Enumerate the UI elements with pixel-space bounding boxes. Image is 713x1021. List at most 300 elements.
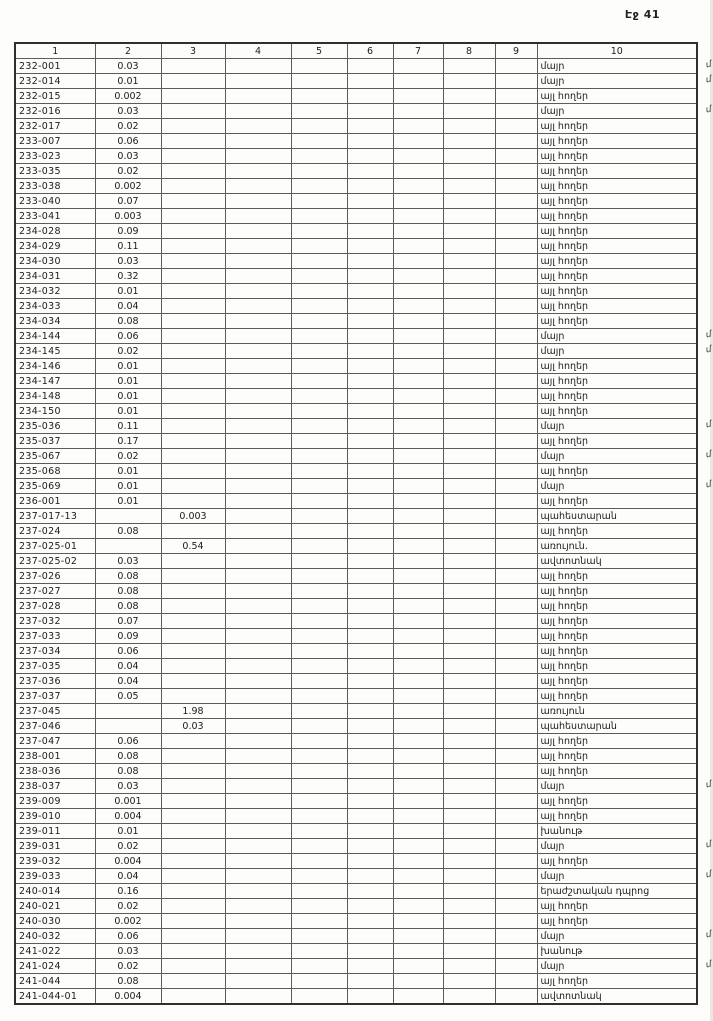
cell-col-2: 0.06 xyxy=(95,134,161,149)
cell-col-9 xyxy=(495,734,537,749)
cell-col-3 xyxy=(161,314,225,329)
cell-col-3 xyxy=(161,629,225,644)
cell-col-6 xyxy=(347,149,393,164)
cell-land-type: այլ հողեր xyxy=(537,659,697,674)
cell-col-8 xyxy=(443,839,495,854)
table-row xyxy=(15,554,697,569)
cell-col-5 xyxy=(291,104,347,119)
column-header: 5 xyxy=(291,43,347,59)
cell-col-4 xyxy=(225,884,291,899)
cell-col-4 xyxy=(225,284,291,299)
table-row xyxy=(15,629,697,644)
cell-col-8 xyxy=(443,389,495,404)
cell-col-9 xyxy=(495,404,537,419)
table-row xyxy=(15,539,697,554)
cell-col-8 xyxy=(443,284,495,299)
cell-col-3 xyxy=(161,194,225,209)
cell-col-2: 0.02 xyxy=(95,164,161,179)
cell-col-3: 0.54 xyxy=(161,539,225,554)
cell-col-7 xyxy=(393,929,443,944)
cell-col-5 xyxy=(291,449,347,464)
cell-land-type: այլ հողեր xyxy=(537,239,697,254)
cell-col-7 xyxy=(393,119,443,134)
cell-parcel-code: 241-024 xyxy=(15,959,95,974)
cell-col-3 xyxy=(161,974,225,989)
cell-col-8 xyxy=(443,659,495,674)
cell-col-6 xyxy=(347,104,393,119)
cell-col-3 xyxy=(161,929,225,944)
cell-col-4 xyxy=(225,569,291,584)
table-row xyxy=(15,479,697,494)
cell-col-2: 0.03 xyxy=(95,254,161,269)
cell-col-9 xyxy=(495,704,537,719)
cell-land-type: այլ հողեր xyxy=(537,524,697,539)
cell-col-9 xyxy=(495,959,537,974)
cell-col-2: 0.08 xyxy=(95,749,161,764)
cell-col-4 xyxy=(225,314,291,329)
cell-col-2: 0.01 xyxy=(95,824,161,839)
cell-parcel-code: 234-034 xyxy=(15,314,95,329)
cell-col-5 xyxy=(291,539,347,554)
cell-col-5 xyxy=(291,779,347,794)
cell-parcel-code: 239-032 xyxy=(15,854,95,869)
cell-col-2: 0.03 xyxy=(95,104,161,119)
cell-col-5 xyxy=(291,854,347,869)
cell-parcel-code: 237-037 xyxy=(15,689,95,704)
cell-col-6 xyxy=(347,509,393,524)
cell-col-6 xyxy=(347,359,393,374)
table-row xyxy=(15,599,697,614)
cell-col-9 xyxy=(495,419,537,434)
cell-col-9 xyxy=(495,554,537,569)
cell-col-9 xyxy=(495,104,537,119)
cell-land-type: մայր մ xyxy=(537,344,697,359)
cell-col-7 xyxy=(393,359,443,374)
cell-col-8 xyxy=(443,194,495,209)
cell-parcel-code: 237-017-13 xyxy=(15,509,95,524)
cell-land-type: այլ հողեր xyxy=(537,209,697,224)
cell-col-6 xyxy=(347,674,393,689)
cell-col-3 xyxy=(161,254,225,269)
cell-col-5 xyxy=(291,479,347,494)
cell-col-7 xyxy=(393,194,443,209)
cell-land-type: մայր մ xyxy=(537,104,697,119)
cell-land-type: այլ հողեր xyxy=(537,689,697,704)
table-row xyxy=(15,569,697,584)
cell-col-8 xyxy=(443,479,495,494)
cell-col-9 xyxy=(495,479,537,494)
cell-col-4 xyxy=(225,599,291,614)
cell-col-5 xyxy=(291,794,347,809)
cell-col-6 xyxy=(347,794,393,809)
cell-col-2: 0.02 xyxy=(95,449,161,464)
margin-handwritten-note: մ xyxy=(705,104,713,116)
cell-col-4 xyxy=(225,719,291,734)
cell-col-6 xyxy=(347,824,393,839)
cell-col-7 xyxy=(393,944,443,959)
cell-col-3 xyxy=(161,449,225,464)
cell-parcel-code: 234-032 xyxy=(15,284,95,299)
cell-col-5 xyxy=(291,374,347,389)
cell-col-8 xyxy=(443,944,495,959)
cell-land-type: այլ հողեր xyxy=(537,254,697,269)
cell-col-2: 0.01 xyxy=(95,74,161,89)
table-row xyxy=(15,374,697,389)
cell-col-8 xyxy=(443,359,495,374)
cell-col-7 xyxy=(393,239,443,254)
cell-col-4 xyxy=(225,464,291,479)
cell-col-3 xyxy=(161,479,225,494)
cell-col-6 xyxy=(347,599,393,614)
cell-land-type: մայր մ xyxy=(537,839,697,854)
table-row xyxy=(15,854,697,869)
cell-col-8 xyxy=(443,89,495,104)
cell-parcel-code: 240-032 xyxy=(15,929,95,944)
cell-col-2: 0.06 xyxy=(95,644,161,659)
cell-col-2: 0.01 xyxy=(95,494,161,509)
cell-land-type: մայր մ xyxy=(537,479,697,494)
cell-col-4 xyxy=(225,704,291,719)
table-row xyxy=(15,194,697,209)
cell-col-2: 0.01 xyxy=(95,284,161,299)
cell-col-6 xyxy=(347,344,393,359)
cell-col-7 xyxy=(393,839,443,854)
cell-col-6 xyxy=(347,629,393,644)
cell-col-8 xyxy=(443,254,495,269)
cell-col-3 xyxy=(161,959,225,974)
table-row xyxy=(15,449,697,464)
cell-land-type: այլ հողեր xyxy=(537,749,697,764)
cell-col-6 xyxy=(347,179,393,194)
cell-col-5 xyxy=(291,464,347,479)
table-row xyxy=(15,914,697,929)
table-row xyxy=(15,614,697,629)
cell-parcel-code: 233-035 xyxy=(15,164,95,179)
table-row xyxy=(15,839,697,854)
cell-col-5 xyxy=(291,149,347,164)
cell-col-9 xyxy=(495,974,537,989)
cell-col-2: 0.002 xyxy=(95,89,161,104)
cell-col-5 xyxy=(291,884,347,899)
cell-col-7 xyxy=(393,404,443,419)
cell-col-3 xyxy=(161,869,225,884)
cell-parcel-code: 233-007 xyxy=(15,134,95,149)
cell-col-2: 0.06 xyxy=(95,734,161,749)
cell-col-9 xyxy=(495,59,537,74)
table-row xyxy=(15,239,697,254)
cell-parcel-code: 235-036 xyxy=(15,419,95,434)
table-row xyxy=(15,689,697,704)
cell-col-9 xyxy=(495,494,537,509)
cell-col-3 xyxy=(161,794,225,809)
cell-col-9 xyxy=(495,764,537,779)
margin-handwritten-note: մ xyxy=(705,74,713,86)
cell-col-6 xyxy=(347,884,393,899)
column-header: 3 xyxy=(161,43,225,59)
cell-parcel-code: 239-011 xyxy=(15,824,95,839)
cell-col-7 xyxy=(393,974,443,989)
cell-col-2: 0.08 xyxy=(95,764,161,779)
cell-land-type: առույուն. xyxy=(537,539,697,554)
cell-col-7 xyxy=(393,764,443,779)
cell-col-7 xyxy=(393,89,443,104)
cell-col-5 xyxy=(291,899,347,914)
cell-col-9 xyxy=(495,749,537,764)
cell-col-6 xyxy=(347,974,393,989)
cell-col-6 xyxy=(347,329,393,344)
cell-parcel-code: 238-036 xyxy=(15,764,95,779)
cell-parcel-code: 237-035 xyxy=(15,659,95,674)
cell-col-9 xyxy=(495,299,537,314)
cell-land-type: այլ հողեր xyxy=(537,794,697,809)
cell-col-9 xyxy=(495,599,537,614)
cell-col-3: 0.03 xyxy=(161,719,225,734)
cell-parcel-code: 235-037 xyxy=(15,434,95,449)
cell-land-type: այլ հողեր xyxy=(537,629,697,644)
cell-col-2: 0.01 xyxy=(95,374,161,389)
cell-col-6 xyxy=(347,899,393,914)
cell-col-5 xyxy=(291,224,347,239)
cell-col-4 xyxy=(225,989,291,1005)
cell-col-2 xyxy=(95,704,161,719)
cell-col-8 xyxy=(443,59,495,74)
cell-col-7 xyxy=(393,824,443,839)
table-row xyxy=(15,164,697,179)
cell-parcel-code: 239-031 xyxy=(15,839,95,854)
cell-land-type: խանութ xyxy=(537,944,697,959)
cell-col-2: 0.08 xyxy=(95,584,161,599)
cell-col-9 xyxy=(495,164,537,179)
cell-col-8 xyxy=(443,929,495,944)
cell-col-4 xyxy=(225,419,291,434)
table-row xyxy=(15,824,697,839)
cell-col-6 xyxy=(347,914,393,929)
cell-col-4 xyxy=(225,674,291,689)
cell-col-6 xyxy=(347,224,393,239)
cell-col-5 xyxy=(291,314,347,329)
cell-col-7 xyxy=(393,554,443,569)
cell-col-5 xyxy=(291,989,347,1005)
cell-col-7 xyxy=(393,659,443,674)
cell-col-9 xyxy=(495,134,537,149)
cell-land-type: առույուն xyxy=(537,704,697,719)
cell-col-4 xyxy=(225,929,291,944)
cell-parcel-code: 237-046 xyxy=(15,719,95,734)
cell-col-5 xyxy=(291,119,347,134)
cell-col-2: 0.02 xyxy=(95,959,161,974)
cell-col-9 xyxy=(495,824,537,839)
cell-col-6 xyxy=(347,194,393,209)
cell-col-6 xyxy=(347,809,393,824)
cell-col-5 xyxy=(291,974,347,989)
cell-col-6 xyxy=(347,434,393,449)
table-row xyxy=(15,419,697,434)
cell-col-9 xyxy=(495,359,537,374)
cell-col-5 xyxy=(291,209,347,224)
cell-land-type: պահեստարան xyxy=(537,719,697,734)
cell-col-6 xyxy=(347,584,393,599)
cell-col-3: 1.98 xyxy=(161,704,225,719)
cell-col-3 xyxy=(161,464,225,479)
cell-col-4 xyxy=(225,779,291,794)
cell-land-type: այլ հողեր xyxy=(537,584,697,599)
cell-col-3 xyxy=(161,359,225,374)
cell-land-type: այլ հողեր xyxy=(537,899,697,914)
cell-col-3 xyxy=(161,284,225,299)
cell-col-3 xyxy=(161,734,225,749)
table-row xyxy=(15,644,697,659)
cell-col-7 xyxy=(393,899,443,914)
cell-col-7 xyxy=(393,134,443,149)
cell-col-9 xyxy=(495,689,537,704)
cell-col-4 xyxy=(225,254,291,269)
cell-col-5 xyxy=(291,389,347,404)
table-row xyxy=(15,89,697,104)
table-row xyxy=(15,494,697,509)
cell-col-4 xyxy=(225,944,291,959)
cell-col-7 xyxy=(393,314,443,329)
cell-col-6 xyxy=(347,494,393,509)
cell-col-3 xyxy=(161,689,225,704)
cell-col-9 xyxy=(495,839,537,854)
cell-col-7 xyxy=(393,179,443,194)
cell-parcel-code: 239-009 xyxy=(15,794,95,809)
cell-col-3 xyxy=(161,659,225,674)
cell-col-6 xyxy=(347,239,393,254)
cell-col-2: 0.08 xyxy=(95,599,161,614)
cell-col-5 xyxy=(291,419,347,434)
cell-col-5 xyxy=(291,344,347,359)
cell-col-4 xyxy=(225,644,291,659)
cell-col-7 xyxy=(393,884,443,899)
cell-col-6 xyxy=(347,539,393,554)
cell-col-8 xyxy=(443,779,495,794)
cell-land-type: այլ հողեր xyxy=(537,374,697,389)
cell-col-4 xyxy=(225,524,291,539)
table-row xyxy=(15,74,697,89)
cell-col-6 xyxy=(347,449,393,464)
cell-parcel-code: 234-148 xyxy=(15,389,95,404)
cell-col-8 xyxy=(443,809,495,824)
cell-col-4 xyxy=(225,584,291,599)
cell-col-2: 0.01 xyxy=(95,464,161,479)
cell-col-3 xyxy=(161,749,225,764)
cell-col-8 xyxy=(443,974,495,989)
cell-col-2: 0.11 xyxy=(95,239,161,254)
cell-col-3 xyxy=(161,494,225,509)
cell-col-8 xyxy=(443,989,495,1005)
cell-col-3 xyxy=(161,914,225,929)
cell-col-5 xyxy=(291,404,347,419)
margin-handwritten-note: մ xyxy=(705,479,713,491)
cell-col-4 xyxy=(225,74,291,89)
cell-land-type: ավտոտնակ xyxy=(537,989,697,1005)
cell-col-3 xyxy=(161,179,225,194)
cell-col-2: 0.09 xyxy=(95,224,161,239)
cell-col-7 xyxy=(393,689,443,704)
cell-parcel-code: 236-001 xyxy=(15,494,95,509)
cell-col-7 xyxy=(393,104,443,119)
cell-parcel-code: 241-044 xyxy=(15,974,95,989)
cell-col-2: 0.04 xyxy=(95,869,161,884)
cell-col-5 xyxy=(291,134,347,149)
cell-parcel-code: 233-038 xyxy=(15,179,95,194)
cell-col-7 xyxy=(393,209,443,224)
cell-col-7 xyxy=(393,374,443,389)
cell-col-4 xyxy=(225,179,291,194)
cell-col-7 xyxy=(393,914,443,929)
cell-col-6 xyxy=(347,269,393,284)
cell-land-type: պահեստարան xyxy=(537,509,697,524)
cell-col-7 xyxy=(393,509,443,524)
cell-col-2: 0.07 xyxy=(95,194,161,209)
cell-col-3 xyxy=(161,299,225,314)
table-row xyxy=(15,734,697,749)
cell-parcel-code: 234-031 xyxy=(15,269,95,284)
table-row xyxy=(15,59,697,74)
cell-parcel-code: 233-040 xyxy=(15,194,95,209)
cell-parcel-code: 239-010 xyxy=(15,809,95,824)
cell-col-2: 0.06 xyxy=(95,929,161,944)
cell-col-6 xyxy=(347,164,393,179)
cell-col-8 xyxy=(443,494,495,509)
cell-col-5 xyxy=(291,89,347,104)
cell-col-4 xyxy=(225,809,291,824)
cell-col-6 xyxy=(347,614,393,629)
cell-col-5 xyxy=(291,734,347,749)
table-row xyxy=(15,899,697,914)
cell-land-type: այլ հողեր xyxy=(537,299,697,314)
cell-col-4 xyxy=(225,914,291,929)
cell-col-9 xyxy=(495,329,537,344)
cell-col-2: 0.002 xyxy=(95,179,161,194)
cell-col-7 xyxy=(393,719,443,734)
cell-col-4 xyxy=(225,374,291,389)
cell-col-8 xyxy=(443,824,495,839)
cell-col-9 xyxy=(495,524,537,539)
cell-col-8 xyxy=(443,179,495,194)
cell-col-2: 0.03 xyxy=(95,554,161,569)
cell-col-3 xyxy=(161,599,225,614)
cell-col-4 xyxy=(225,269,291,284)
cell-col-6 xyxy=(347,209,393,224)
cell-parcel-code: 235-068 xyxy=(15,464,95,479)
cell-col-2: 0.02 xyxy=(95,344,161,359)
cell-land-type: մայր մ xyxy=(537,869,697,884)
cell-col-2: 0.09 xyxy=(95,629,161,644)
cell-col-9 xyxy=(495,254,537,269)
table-row xyxy=(15,779,697,794)
cell-col-9 xyxy=(495,314,537,329)
cell-land-type: այլ հողեր xyxy=(537,569,697,584)
cell-col-9 xyxy=(495,644,537,659)
cell-col-5 xyxy=(291,914,347,929)
cell-col-5 xyxy=(291,644,347,659)
cell-parcel-code: 232-001 xyxy=(15,59,95,74)
cell-parcel-code: 237-045 xyxy=(15,704,95,719)
cell-parcel-code: 240-014 xyxy=(15,884,95,899)
cell-col-5 xyxy=(291,614,347,629)
cell-col-5 xyxy=(291,674,347,689)
cell-parcel-code: 237-028 xyxy=(15,599,95,614)
cell-col-5 xyxy=(291,809,347,824)
cell-land-type: այլ հողեր xyxy=(537,434,697,449)
cell-land-type: այլ հողեր xyxy=(537,134,697,149)
cell-col-5 xyxy=(291,869,347,884)
cell-parcel-code: 234-029 xyxy=(15,239,95,254)
cell-parcel-code: 234-146 xyxy=(15,359,95,374)
cell-col-7 xyxy=(393,524,443,539)
